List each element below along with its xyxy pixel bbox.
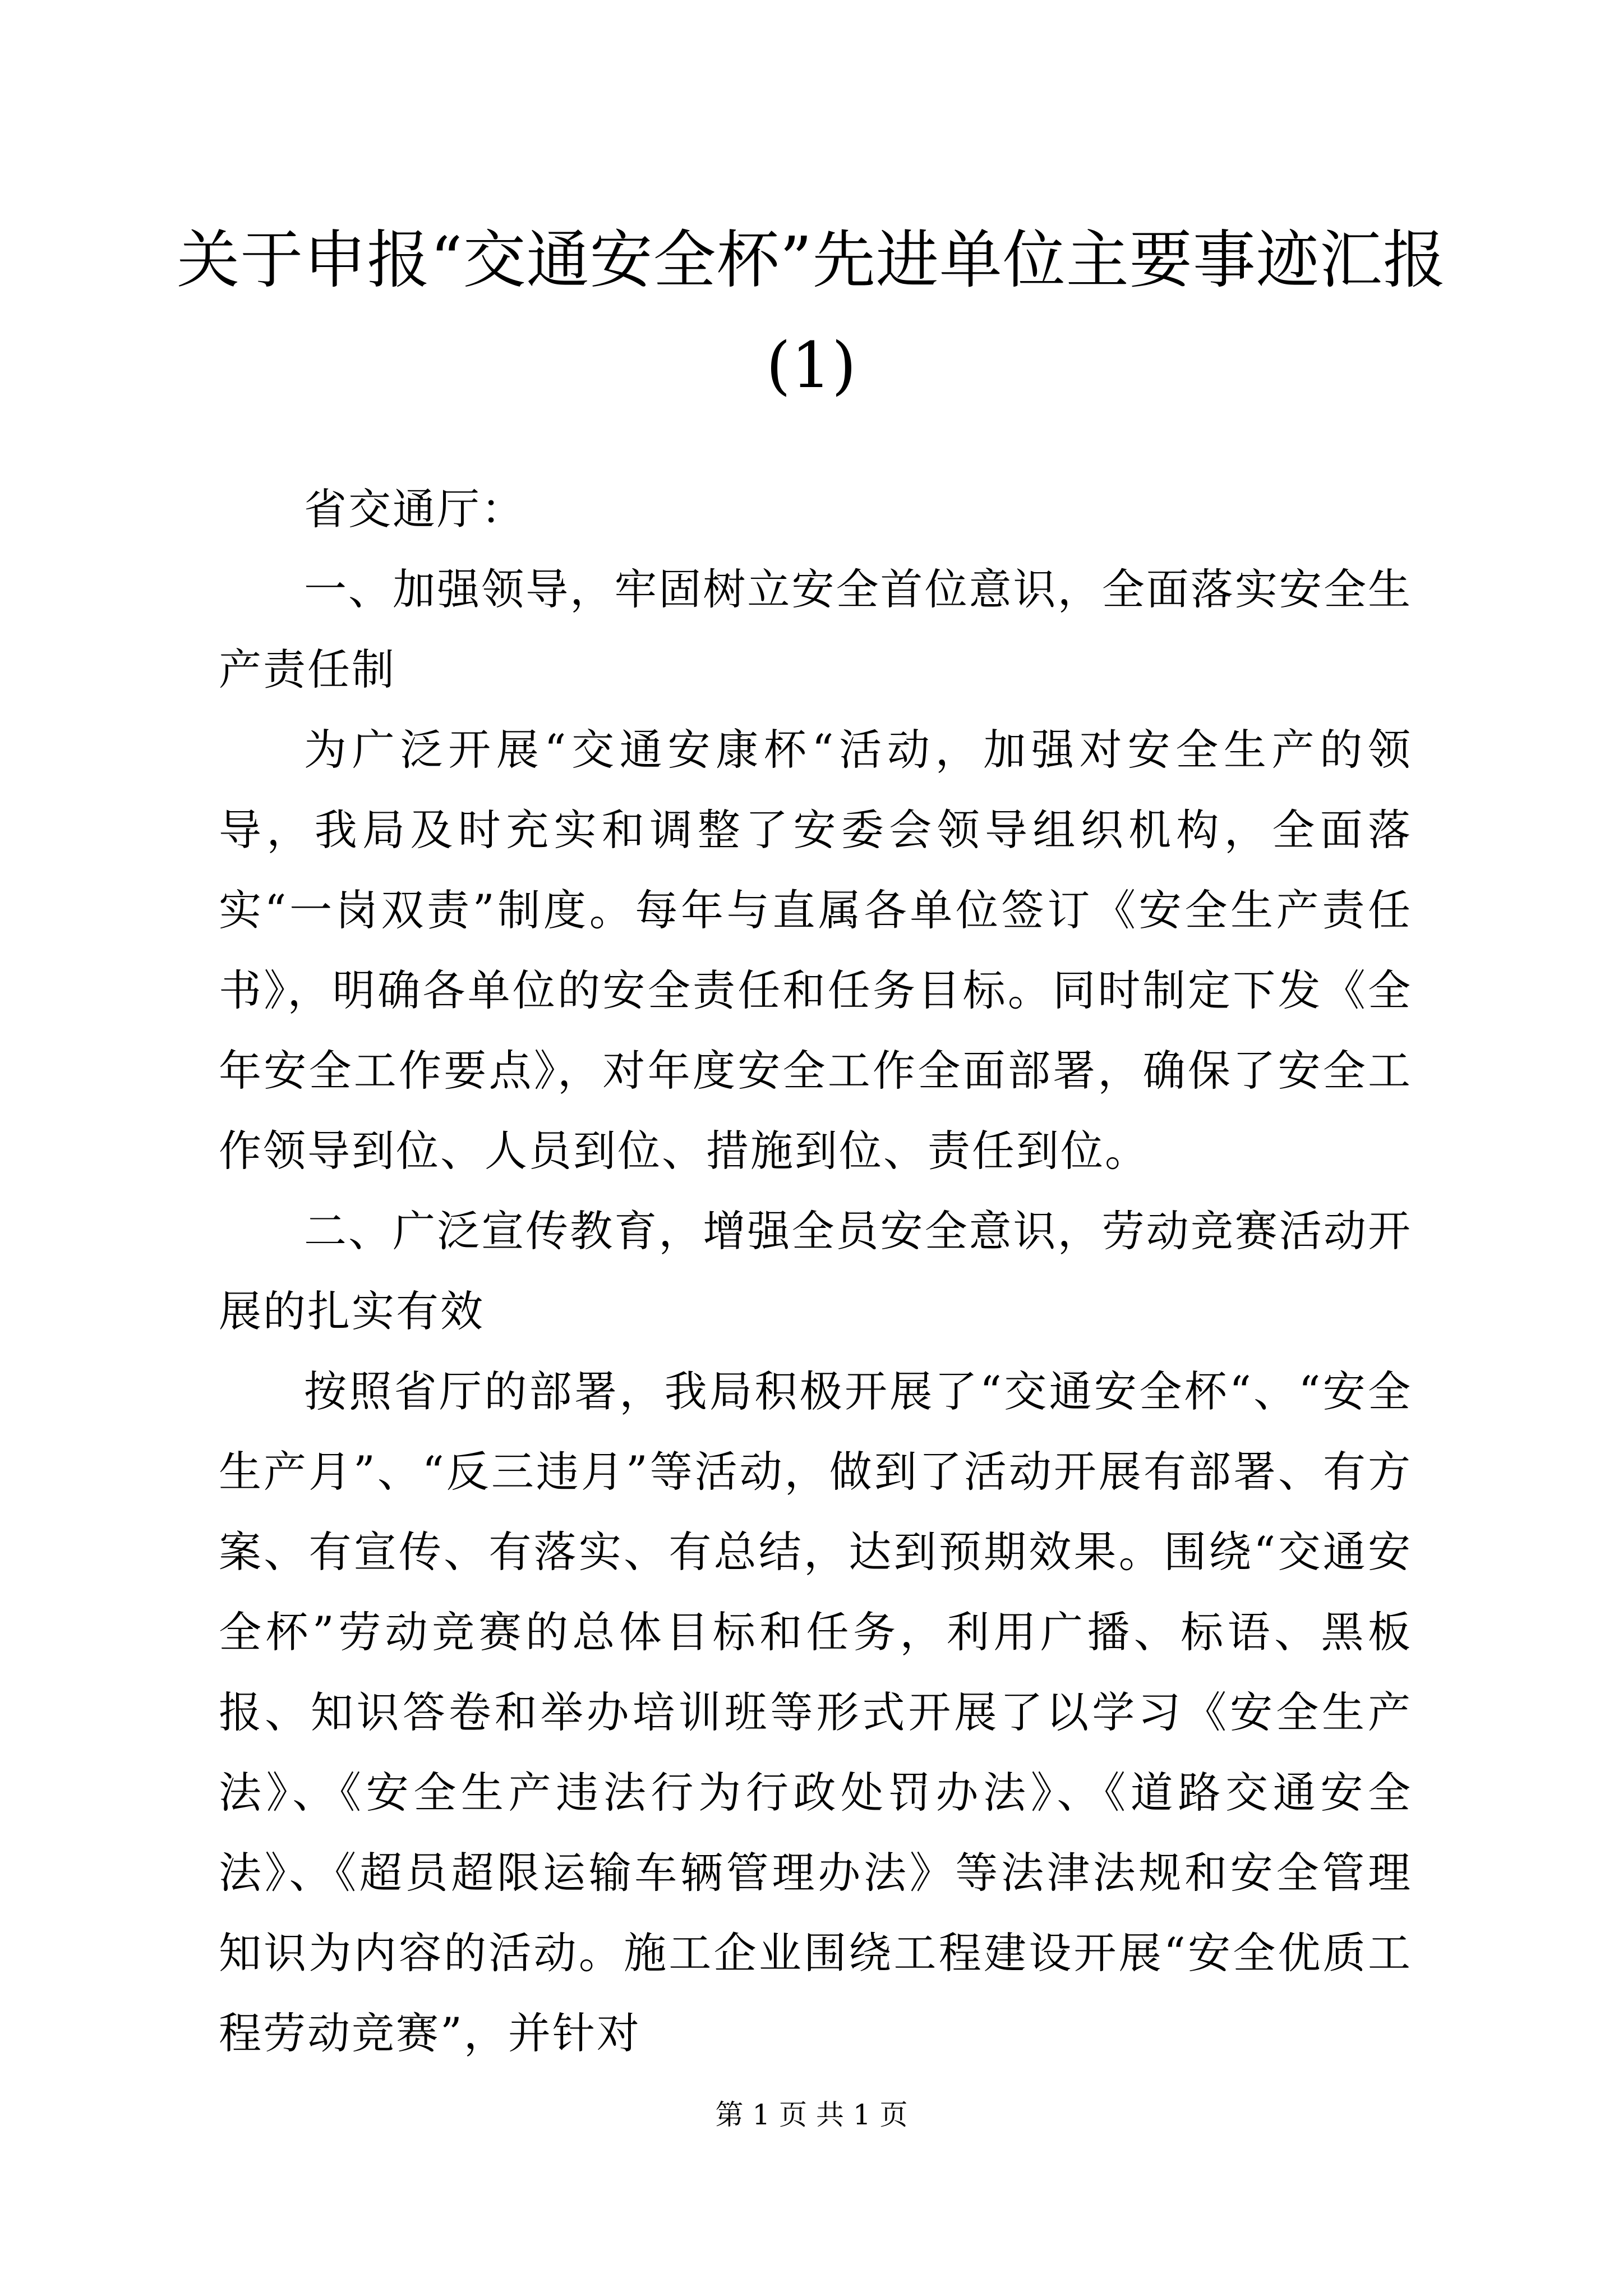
section-heading-2: 二、广泛宣传教育，增强全员安全意识，劳动竞赛活动开展的扎实有效 [219, 1206, 1412, 1336]
page-footer: 第 1 页 共 1 页 [715, 2099, 908, 2131]
document-body [219, 469, 1412, 2073]
document-title: 关于申报“交通安全杯”先进单位主要事迹汇报(1) [177, 224, 1446, 402]
body-paragraph: 按照省厅的部署，我局积极开展了“交通安全杯“、“安全生产月”、“反三违月”等活动，做到了活动开展有部署、有方案、有宣传、有落实、有总结，达到预期效果。围绕“交通安全杯”劳动竞赛的总体目标和任务，利用广播、标语、黑板报、知识答卷和举办培训班等形式开展了以学习《安全生产法》、《安全生产违法行为行政处罚办法》、《道路交通安全法》、《超员超限运输车辆管理办法》等法津法规和安全管理知识为内容的活动。施工企业围绕工程建设开展“安全优质工程劳动竞赛”，并针对 [219, 1366, 1412, 2058]
body-paragraph: 为广泛开展“交通安康杯“活动，加强对安全生产的领导，我局及时充实和调整了安委会领导组织机构，全面落实“一岗双责”制度。每年与直属各单位签订《安全生产责任书》，明确各单位的安全责任和任务目标。同时制定下发《全年安全工作要点》，对年度安全工作全面部署，确保了安全工作领导到位、人员到位、措施到位、责任到位。 [219, 725, 1412, 1176]
salutation: 省交通厅： [304, 484, 525, 534]
section-heading-1: 一、加强领导，牢固树立安全首位意识，全面落实安全生产责任制 [219, 564, 1412, 694]
